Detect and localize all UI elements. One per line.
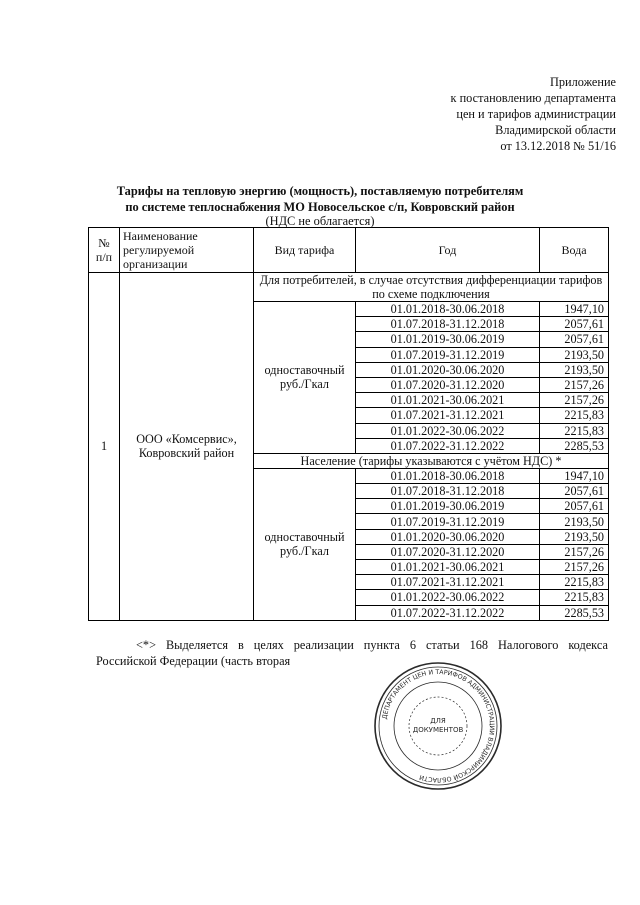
period-cell: 01.07.2022-31.12.2022 <box>356 438 540 453</box>
footnote-word: Выделяется <box>165 638 229 652</box>
footnote-word: целях <box>253 638 284 652</box>
water-tariff-cell: 1947,10 <box>540 302 609 317</box>
water-tariff-cell: 2157,26 <box>540 544 609 559</box>
section-heading: Для потребителей, в случае отсутствия дифференциации тарифов по схеме подключения <box>254 273 609 302</box>
appendix-header <box>451 74 616 154</box>
period-cell: 01.07.2018-31.12.2018 <box>356 484 540 499</box>
water-tariff-cell: 2057,61 <box>540 499 609 514</box>
water-tariff-cell: 2193,50 <box>540 529 609 544</box>
period-cell: 01.07.2018-31.12.2018 <box>356 317 540 332</box>
period-cell: 01.01.2018-30.06.2018 <box>356 302 540 317</box>
period-cell: 01.01.2022-30.06.2022 <box>356 590 540 605</box>
appendix-line: Приложение <box>550 75 616 89</box>
title-line-2: по системе теплоснабжения МО Новосельское с/п, Ковровский район <box>125 200 515 214</box>
appendix-line: Владимирской области <box>495 123 616 137</box>
official-seal-stamp <box>372 660 504 792</box>
water-tariff-cell: 2215,83 <box>540 575 609 590</box>
appendix-line: к постановлению департамента <box>450 91 616 105</box>
period-cell: 01.07.2020-31.12.2020 <box>356 377 540 392</box>
section-heading-row <box>89 273 609 302</box>
water-tariff-cell: 2193,50 <box>540 362 609 377</box>
water-tariff-cell: 2215,83 <box>540 590 609 605</box>
seal-ring-text: ДЕПАРТАМЕНТ ЦЕН И ТАРИФОВ АДМИНИСТРАЦИИ ВЛАДИМИРСКОЙ ОБЛАСТИ <box>381 668 496 784</box>
footnote-word: статьи <box>425 638 460 652</box>
header-water: Вода <box>540 228 609 273</box>
row-number-cell: 1 <box>89 273 120 621</box>
period-cell: 01.01.2019-30.06.2019 <box>356 332 540 347</box>
period-cell: 01.01.2021-30.06.2021 <box>356 393 540 408</box>
period-cell: 01.07.2022-31.12.2022 <box>356 605 540 620</box>
header-org: Наименование регулируемой организации <box>120 228 254 273</box>
water-tariff-cell: 2057,61 <box>540 484 609 499</box>
period-cell: 01.07.2019-31.12.2019 <box>356 514 540 529</box>
water-tariff-cell: 2157,26 <box>540 393 609 408</box>
period-cell: 01.07.2020-31.12.2020 <box>356 544 540 559</box>
vat-note: (НДС не облагается) <box>265 214 375 228</box>
water-tariff-cell: 2057,61 <box>540 332 609 347</box>
water-tariff-cell: 2057,61 <box>540 317 609 332</box>
footnote-line-2: Российской Федерации (часть вторая <box>96 654 291 668</box>
period-cell: 01.07.2021-31.12.2021 <box>356 575 540 590</box>
water-tariff-cell: 2215,83 <box>540 423 609 438</box>
water-tariff-cell: 2193,50 <box>540 347 609 362</box>
period-cell: 01.01.2019-30.06.2019 <box>356 499 540 514</box>
appendix-line: цен и тарифов администрации <box>456 107 616 121</box>
footnote-word: <*> <box>136 638 157 652</box>
tariff-type-cell: одноставочный руб./Гкал <box>254 302 356 454</box>
seal-center-text-2: ДОКУМЕНТОВ <box>412 726 464 734</box>
water-tariff-cell: 2193,50 <box>540 514 609 529</box>
table-header-row <box>89 228 609 273</box>
footnote-word: 168 <box>469 638 489 652</box>
period-cell: 01.07.2019-31.12.2019 <box>356 347 540 362</box>
water-tariff-cell: 2285,53 <box>540 605 609 620</box>
footnote-word: в <box>238 638 244 652</box>
header-year: Год <box>356 228 540 273</box>
footnote-word: реализации <box>293 638 354 652</box>
tariff-table <box>88 227 609 621</box>
appendix-date-line: от 13.12.2018 № 51/16 <box>500 139 616 153</box>
footnote-word: пункта <box>363 638 400 652</box>
footnote <box>96 637 608 669</box>
period-cell: 01.01.2018-30.06.2018 <box>356 468 540 483</box>
title-line-1: Тарифы на тепловую энергию (мощность), поставляемую потребителям <box>116 184 524 198</box>
document-title <box>60 183 580 215</box>
seal-center-text-1: ДЛЯ <box>430 717 446 725</box>
footnote-word: 6 <box>409 638 416 652</box>
water-tariff-cell: 2157,26 <box>540 560 609 575</box>
water-tariff-cell: 2157,26 <box>540 377 609 392</box>
header-tariff-type: Вид тарифа <box>254 228 356 273</box>
footnote-word: Налогового <box>498 638 559 652</box>
water-tariff-cell: 1947,10 <box>540 468 609 483</box>
tariff-type-cell: одноставочный руб./Гкал <box>254 468 356 620</box>
organization-name-cell: ООО «Комсервис», Ковровский район <box>120 273 254 621</box>
footnote-word: кодекса <box>568 638 608 652</box>
period-cell: 01.01.2020-30.06.2020 <box>356 529 540 544</box>
water-tariff-cell: 2285,53 <box>540 438 609 453</box>
period-cell: 01.07.2021-31.12.2021 <box>356 408 540 423</box>
section-heading: Население (тарифы указываются с учётом НДС) * <box>254 453 609 468</box>
period-cell: 01.01.2022-30.06.2022 <box>356 423 540 438</box>
period-cell: 01.01.2021-30.06.2021 <box>356 560 540 575</box>
period-cell: 01.01.2020-30.06.2020 <box>356 362 540 377</box>
water-tariff-cell: 2215,83 <box>540 408 609 423</box>
header-num: № п/п <box>89 228 120 273</box>
footnote-line-1 <box>96 637 608 653</box>
